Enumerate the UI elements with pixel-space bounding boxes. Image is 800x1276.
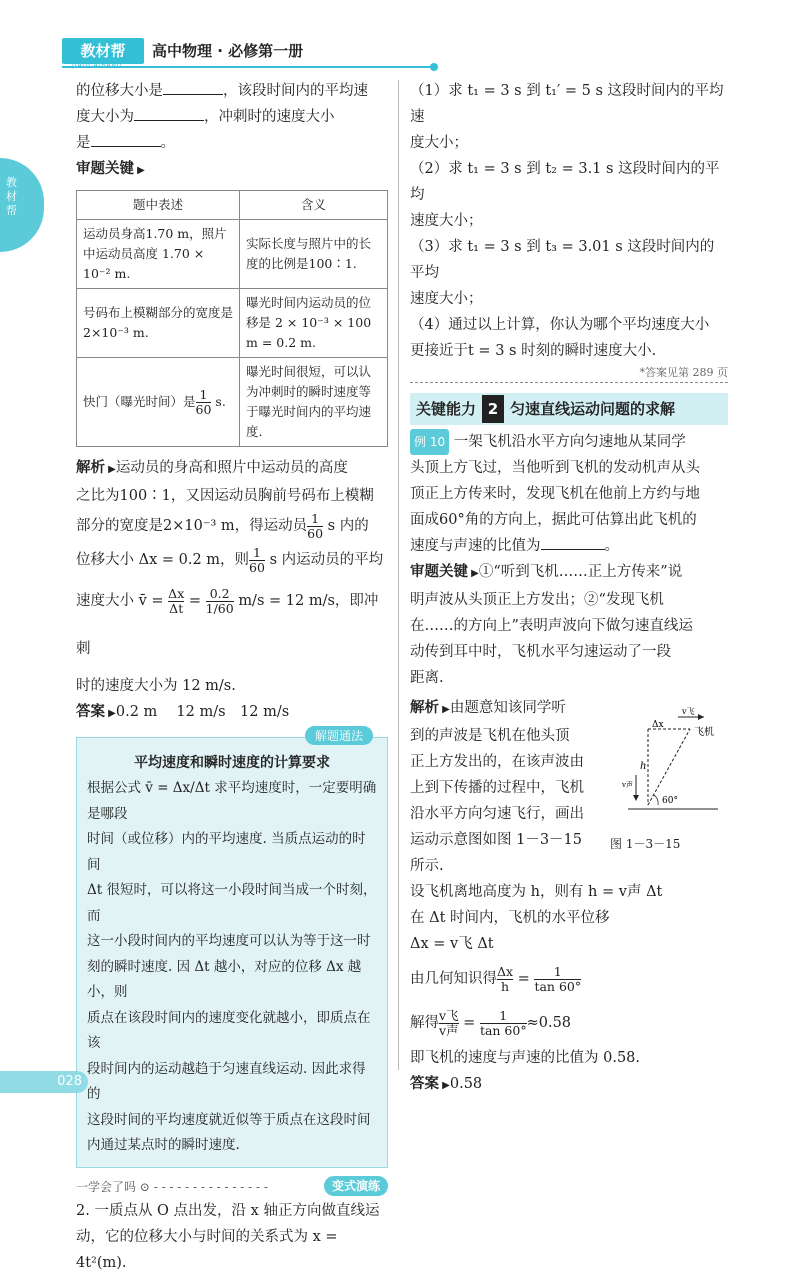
left-column (76, 78, 388, 1276)
table-row (77, 220, 388, 289)
fig-label-plane: 飞机 (694, 727, 714, 738)
intro-line-3: 是 。 (76, 135, 175, 151)
key-heading: 审题关键 ▶ (76, 161, 145, 177)
fig-label-dx: Δx (652, 720, 664, 730)
analysis-block: 解析 ▶由题意知该同学听 到的声波是飞机在他头顶 正上方发出的，在该声波由 上到下传播的过程中，飞机 沿水平方向匀速飞行，画出 运动示意图如图 1－3－15 所示. v飞 Δx 飞机 h v声 60° 图 1－3－15 (410, 695, 728, 879)
header-dot (430, 63, 438, 71)
analysis: 解析 ▶运动员的身高和照片中运动员的高度 之比为100∶1，又因运动员胸前号码布上模糊 部分的宽度是2×10⁻³ m，得运动员 $\frac{1}{60}$ s 内的 位移大小 Δx = 0.2 m，则 $\frac{1}{60}$ s 内运动员的平均 速度大小 v̄ = $\frac{\Delta x}{\Delta t}$ = $\frac{0.2}{1/60}$ m/s = 12 m/s，即冲刺 时的速度大小为 12 m/s. 答案 ▶0.2 m 12 m/s 12 m/s (76, 460, 384, 720)
table-cell: 曝光时间内运动员的位移是 2 × 10⁻³ × 100 m = 0.2 m. (240, 289, 388, 358)
practice-divider: 一学会了吗 ⊙ - - - - - - - - - - - - - - - 变式演练 (76, 1176, 388, 1198)
fig-label-vplane: v飞 (682, 707, 695, 716)
table-header: 含义 (240, 191, 388, 220)
fig-label-vsound: v声 (622, 781, 633, 789)
practice-tag: 变式演练 (324, 1176, 388, 1196)
column-divider (398, 80, 399, 1070)
intro-line-1: 的位移大小是 ，该段时间内的平均速 (76, 83, 368, 99)
figure-caption: 图 1－3－15 (610, 837, 681, 851)
table-cell: 快门（曝光时间）是 $\frac{1}{60}$ s. (77, 358, 240, 447)
table-cell: 号码布上模糊部分的宽度是2×10⁻³ m. (77, 289, 240, 358)
method-tag: 解题通法 (305, 726, 373, 745)
book-title: 高中物理 · 必修第一册 (152, 42, 304, 60)
intro-line-2: 度大小为 ，冲刺时的速度大小 (76, 109, 335, 125)
example-badge: 例 10 (410, 429, 449, 455)
right-column: （1）求 t₁ = 3 s 到 t₁′ = 5 s 这段时间内的平均速 度大小； （2）求 t₁ = 3 s 到 t₂ = 3.1 s 这段时间内的平均 速度大小； （3）求 t₁ = 3 s 到 t₃ = 3.01 s 这段时间内的平均 速度大小； （4）通过以上计算，你认为哪个平均速度大小 更接近于t = 3 s 时刻的瞬时速度大小. *答案见第 289 页 关键能力 2 匀速直线运动问题的求解 例 10 一架飞机沿水平方向匀速地从某同学 头顶上方飞过，当他听到飞机的发动机声从头 顶正上方传来时，发现飞机在他前上方约与地 面成60°角的方向上，据此可估算出此飞机的 速度与声速的比值为 。 审题关键 ▶①“听到飞机……正上方传来”说 明声波从头顶正上方发出；②“发现飞机 在……的方向上”表明声波向下做匀速直线运 动传到耳中时，飞机水平匀速运动了一段 距离. 解析 ▶由题意知该同学听 到的声波是飞机在他头顶 正上方发出的，在该声波由 上到下传播的过程中，飞机 沿水平方向匀速飞行，画出 运动示意图如图 1－3－15 所示. v飞 Δx 飞机 h v声 60° 图 1－3－15 设飞机离地高度为 h，则有 h = v声 Δt 在 Δt 时间内，飞机的水平位移 Δx = v飞 Δt 由几何知识得 $\frac{\Delta x}{h}$ = $\frac{1}{\tan 60^\circ}$ 解得 $\frac{\text{v飞}}{\text{v声}}$ = $\frac{1}{\tan 60^\circ}$ ≈0.58 即飞机的速度与声速的比值为 0.58. 答案 ▶0.58 (410, 83, 728, 1092)
fig-label-angle: 60° (662, 796, 678, 806)
table-header-row (77, 191, 388, 220)
header-rule (62, 66, 432, 68)
table-cell: 运动员身高1.70 m，照片中运动员高度 1.70 × 10⁻² m. (77, 220, 240, 289)
fig-label-h: h (640, 761, 647, 772)
key-table (76, 190, 388, 447)
method-box: 解题通法 平均速度和瞬时速度的计算要求 根据公式 v̄ = Δx/Δt 求平均速度时，一定要明确是哪段 时间（或位移）内的平均速度. 当质点运动的时间 Δt 很短时，可以将这一小段时间当成一个时刻，而 这一小段时间内的平均速度可以认为等于这一时 刻的瞬时速度. 因 Δt 越小，对应的位移 Δx 越小，则 质点在该段时间内的速度变化就越小，即质点在该 段时间内的运动越趋于匀速直线运动. 因此求得的 这段时间的平均速度就近似等于质点在这段时间 内通过某点时的瞬时速度. (76, 737, 388, 1168)
side-tab-label: 教材帮 (6, 176, 17, 217)
table-cell: 实际长度与照片中的长度的比例是100∶1. (240, 220, 388, 289)
page-header (0, 0, 800, 70)
table-row (77, 289, 388, 358)
question-2: 2. 一质点从 O 点出发，沿 x 轴正方向做直线运 (76, 1202, 380, 1219)
motion-diagram (618, 705, 728, 835)
method-title: 平均速度和瞬时速度的计算要求 (134, 755, 330, 771)
question-2-cont: 动，它的位移大小与时间的关系式为 x = 4t²(m). (76, 1228, 338, 1271)
page-number: 028 (0, 1071, 88, 1093)
table-header: 题中表述 (77, 191, 240, 220)
side-tab (0, 158, 44, 252)
brand-logo: 教材帮 (62, 38, 144, 64)
table-row (77, 358, 388, 447)
answer-note: *答案见第 289 页 (410, 364, 728, 383)
table-cell: 曝光时间很短，可以认为冲刺时的瞬时速度等于曝光时间内的平均速度. (240, 358, 388, 447)
section-heading: 关键能力 2 匀速直线运动问题的求解 (410, 393, 728, 425)
